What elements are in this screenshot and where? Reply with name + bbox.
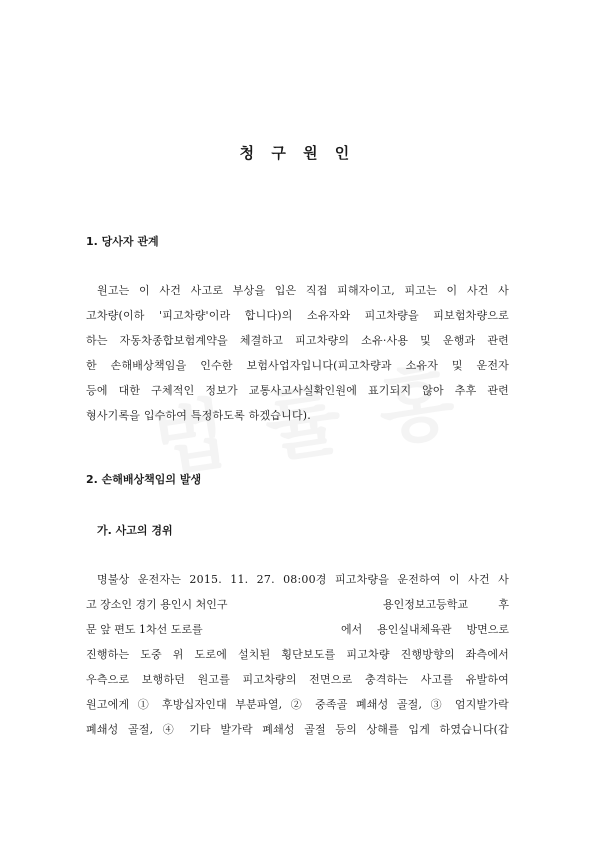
- section-2-heading: 2. 손해배상책임의 발생: [86, 473, 202, 486]
- subsection-heading: 가. 사고의 경위: [97, 524, 173, 537]
- subsection-line-left: 고 장소인 경기 용인시 처인구: [86, 598, 228, 611]
- subsection-line: 진행하는 도중 위 도로에 설치된 횡단보도를 피고차량 진행방향의 좌측에서: [86, 648, 509, 661]
- subsection-line: 원고에게 ① 후방십자인대 부분파열, ② 중족골 폐쇄성 골절, ③ 엄지발가락: [86, 698, 509, 711]
- section-1-line: 등에 대한 구체적인 정보가 교통사고사실확인원에 표기되지 않아 추후 관련: [86, 384, 509, 397]
- section-1-line: 고차량(이하 '피고차량'이라 합니다)의 소유자와 피고차량을 피보험차량으로: [86, 309, 509, 322]
- section-1-line: 한 손해배상책임을 인수한 보험사업자입니다(피고차량과 소유자 및 운전자: [86, 359, 509, 372]
- subsection-line: 우측으로 보행하던 원고를 피고차량의 전면으로 충격하는 사고를 유발하여: [86, 673, 509, 686]
- section-1-line: 형사기록을 입수하여 특정하도록 하겠습니다).: [86, 409, 311, 422]
- subsection-line: 폐쇄성 골절, ④ 기타 발가락 폐쇄성 골절 등의 상해를 입게 하였습니다(갑: [86, 723, 509, 736]
- subsection-line-left: 문 앞 편도 1차선 도로를: [86, 623, 203, 636]
- subsection-line-right: 용인정보고등학교 후: [383, 598, 509, 611]
- subsection-line: 명불상 운전자는 2015. 11. 27. 08:00경 피고차량을 운전하여 이 사건 사: [97, 573, 509, 586]
- section-1-line: 하는 자동차종합보험계약을 체결하고 피고차량의 소유·사용 및 운행과 관련: [86, 334, 509, 347]
- document-title: 청 구 원 인: [239, 144, 356, 162]
- subsection-line-right: 에서 용인실내체육관 방면으로: [341, 623, 509, 636]
- section-1-line: 원고는 이 사건 사고로 부상을 입은 직접 피해자이고, 피고는 이 사건 사: [97, 284, 509, 297]
- section-1-heading: 1. 당사자 관계: [86, 235, 159, 248]
